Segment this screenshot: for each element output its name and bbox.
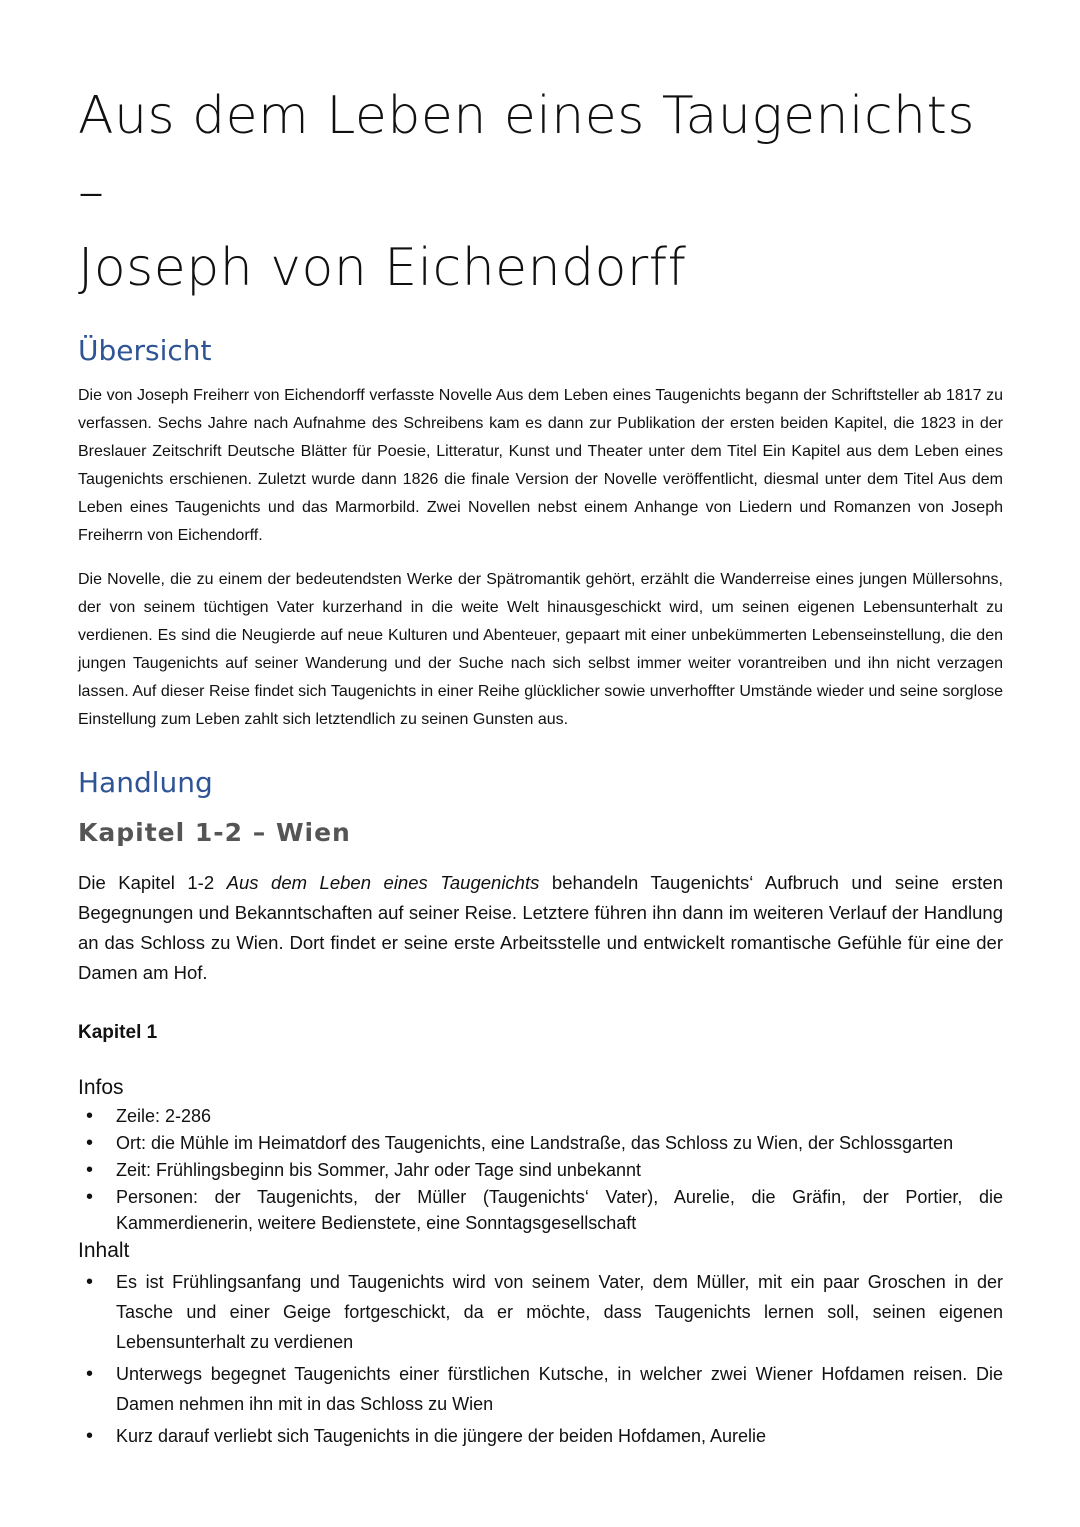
list-item: • Zeile: 2-286 [116, 1103, 1003, 1129]
document-page [78, 78, 1003, 1453]
title-line-1: Aus dem Leben eines Taugenichts – [78, 86, 975, 222]
document-title [78, 78, 1003, 306]
heading-uebersicht: Übersicht [78, 334, 212, 367]
subheading-kapitel-1-2: Kapitel 1-2 – Wien [78, 818, 351, 847]
overview-paragraph-2: Die Novelle, die zu einem der bedeutendsten Werke der Spätromantik gehört, erzählt die Wanderreise eines jungen Müllersohns, der von seinem tüchtigen Vater kurzerhand in die weite Welt hinausgeschickt wird, um seinen eigenen Lebensunterhalt zu verdienen. Es sind die Neugierde auf neue Kulturen und Abenteuer, gepaart mit einer unbekümmerten Lebenseinstellung, die den jungen Taugenichts auf seiner Wanderung und der Suche nach sich selbst immer weiter vorantreiben und ihn nicht verzagen lassen. Auf dieser Reise findet sich Taugenichts in einer Reihe glücklicher sowie unverhoffter Umstände wieder und seine sorglose Einstellung zum Leben zahlt sich letztendlich zu seinen Gunsten aus. [78, 571, 1003, 728]
list-item: • Personen: der Taugenichts, der Müller (Taugenichts‘ Vater), Aurelie, die Gräfin, der Portier, die Kammerdienerin, weitere Bedienstete, eine Sonntagsgesellschaft [116, 1184, 1003, 1236]
plot-intro-book-title: Aus dem Leben eines Taugenichts [226, 872, 540, 893]
infos-heading: Infos [78, 1076, 124, 1099]
list-item: • Ort: die Mühle im Heimatdorf des Taugenichts, eine Landstraße, das Schloss zu Wien, der Schlossgarten [116, 1130, 1003, 1156]
infos-list [78, 1103, 1003, 1236]
plot-intro-start: Die Kapitel 1-2 [78, 872, 227, 893]
list-item: • Unterwegs begegnet Taugenichts einer fürstlichen Kutsche, in welcher zwei Wiener Hofdamen reisen. Die Damen nehmen ihn mit in das Schloss zu Wien [116, 1359, 1003, 1419]
chapter-heading: Kapitel 1 [78, 1022, 158, 1043]
list-item: • Kurz darauf verliebt sich Taugenichts in die jüngere der beiden Hofdamen, Aurelie [116, 1421, 1003, 1451]
content-heading: Inhalt [78, 1239, 130, 1262]
overview-paragraph-1: Die von Joseph Freiherr von Eichendorff verfasste Novelle Aus dem Leben eines Taugenichts begann der Schriftsteller ab 1817 zu verfassen. Sechs Jahre nach Aufnahme des Schreibens kam es dann zur Publikation der ersten beiden Kapitel, die 1823 in der Breslauer Zeitschrift Deutsche Blätter für Poesie, Litteratur, Kunst und Theater unter dem Titel Ein Kapitel aus dem Leben eines Taugenichts erschienen. Zuletzt wurde dann 1826 die finale Version der Novelle veröffentlicht, diesmal unter dem Titel Aus dem Leben eines Taugenichts und das Marmorbild. Zwei Novellen nebst einem Anhange von Liedern und Romanzen von Joseph Freiherrn von Eichendorff. [78, 387, 1003, 544]
heading-handlung: Handlung [78, 766, 213, 799]
list-item: • Es ist Frühlingsanfang und Taugenichts wird von seinem Vater, dem Müller, mit ein paar Groschen in der Tasche und einer Geige fortgeschickt, da er möchte, dass Taugenichts lernen soll, seinen eigenen Lebensunterhalt zu verdienen [116, 1267, 1003, 1357]
content-list [78, 1267, 1003, 1451]
plot-intro-paragraph [78, 868, 1003, 988]
list-item: • Zeit: Frühlingsbeginn bis Sommer, Jahr oder Tage sind unbekannt [116, 1157, 1003, 1183]
plot-intro-end: behandeln Taugenichts‘ Aufbruch und seine ersten Begegnungen und Bekanntschaften auf seiner Reise. Letztere führen ihn dann im weiteren Verlauf der Handlung an das Schloss zu Wien. Dort findet er seine erste Arbeitsstelle und entwickelt romantische Gefühle für eine der Damen am Hof. [78, 872, 1003, 983]
title-line-2: Joseph von Eichendorff [78, 238, 687, 298]
